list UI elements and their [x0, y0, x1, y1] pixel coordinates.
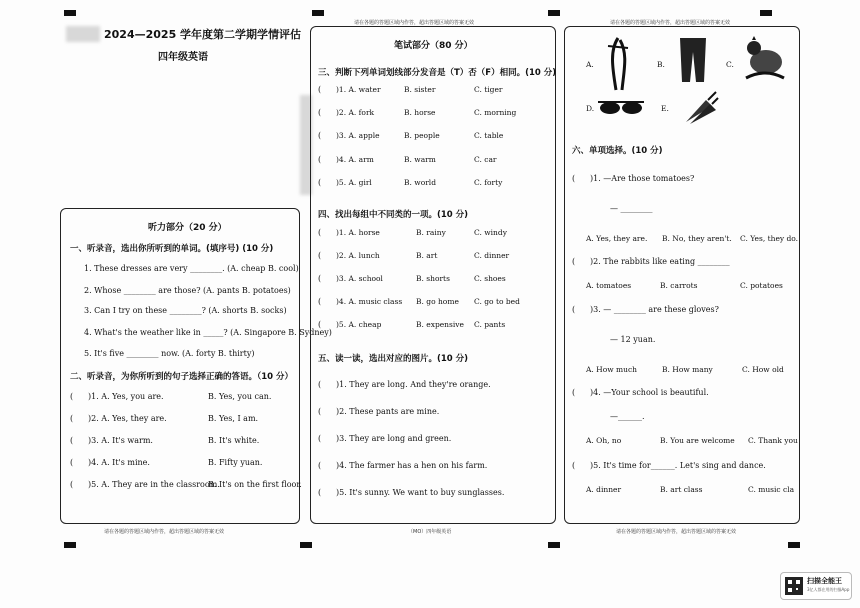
- list-item: )1. They are long. And they're orange.: [336, 380, 491, 389]
- list-item: B. Fifty yuan.: [208, 458, 263, 467]
- part2-title: 二、听录音，为你所听到的句子选择正确的答语。（10 分）: [70, 372, 294, 382]
- answer-bracket[interactable]: (: [318, 131, 322, 140]
- option: A. Yes, they are.: [586, 234, 648, 243]
- list-item: 1. These dresses are very ________. (A. cheap B. cool): [84, 264, 299, 273]
- list-item: )2. A. Yes, they are.: [88, 414, 167, 423]
- option: C. Thank you: [748, 436, 798, 445]
- header-warning: 请在各题的答题区域内作答，超出答题区域的答案无效: [354, 20, 475, 26]
- list-item: 3. Can I try on these ________? (A. shorts B. socks): [84, 306, 287, 315]
- footer-warning: 请在各题的答题区域内作答，超出答题区域的答案无效: [616, 529, 737, 535]
- exam-title: 2024—2025 学年度第二学期学情评估: [104, 28, 302, 41]
- exam-subtitle: 四年级英语: [158, 52, 208, 63]
- answer-bracket[interactable]: (: [318, 488, 322, 497]
- registration-mark: [300, 542, 312, 548]
- registration-mark: [788, 542, 800, 548]
- answer-bracket[interactable]: (: [572, 174, 576, 183]
- option: C. Yes, they do.: [740, 234, 799, 243]
- list-item: )4. A. It's mine.: [88, 458, 150, 467]
- pic-label-a: A.: [586, 60, 594, 69]
- question: )4. —Your school is beautiful.: [590, 388, 709, 397]
- answer-bracket[interactable]: (: [318, 297, 322, 306]
- list-item: C. shoes: [474, 274, 506, 283]
- part1-title: 一、听录音，选出你所听到的单词。(填序号) (10 分): [70, 244, 274, 254]
- list-item: )5. A. They are in the classroom.: [88, 480, 220, 489]
- scanner-tagline: 3亿人都在用的扫描App: [807, 587, 850, 592]
- beans-picture: [600, 36, 636, 94]
- option: A. Oh, no: [586, 436, 622, 445]
- option: B. carrots: [660, 281, 698, 290]
- answer-bracket[interactable]: (: [318, 251, 322, 260]
- list-item: )5. A. cheap: [336, 320, 382, 329]
- option: A. tomatoes: [586, 281, 632, 290]
- list-item: 2. Whose ________ are those? (A. pants B. potatoes): [84, 286, 291, 295]
- answer-bracket[interactable]: (: [318, 178, 322, 187]
- written-heading: 笔试部分（80 分）: [394, 41, 473, 51]
- list-item: B. rainy: [416, 228, 446, 237]
- list-item: B. sister: [404, 85, 436, 94]
- list-item: C. tiger: [474, 85, 503, 94]
- pants-picture: [678, 36, 708, 84]
- list-item: 5. It's five ________ now. (A. forty B. thirty): [84, 349, 255, 358]
- option: B. You are welcome: [660, 436, 735, 445]
- list-item: B. people: [404, 131, 440, 140]
- answer-bracket[interactable]: (: [318, 461, 322, 470]
- answer-bracket[interactable]: (: [572, 461, 576, 470]
- header-warning: 请在各题的答题区域内作答，超出答题区域的答案无效: [610, 20, 731, 26]
- list-item: C. morning: [474, 108, 517, 117]
- list-item: )2. These pants are mine.: [336, 407, 440, 416]
- question: )3. — ________ are these gloves?: [590, 305, 719, 314]
- question-answer: — 12 yuan.: [610, 335, 656, 344]
- pic-label-b: B.: [657, 60, 665, 69]
- list-item: )3. A. apple: [336, 131, 380, 140]
- pic-label-c: C.: [726, 60, 734, 69]
- registration-mark: [548, 10, 560, 16]
- question: )5. It's time for______. Let's sing and dance.: [590, 461, 766, 470]
- list-item: 4. What's the weather like in _____? (A. Singapore B. Sydney): [84, 328, 332, 337]
- list-item: C. table: [474, 131, 504, 140]
- list-item: )4. A. arm: [336, 155, 374, 164]
- registration-mark: [64, 542, 76, 548]
- option: B. No, they aren't.: [662, 234, 732, 243]
- answer-bracket[interactable]: (: [318, 274, 322, 283]
- pic-label-e: E.: [661, 104, 669, 113]
- answer-bracket[interactable]: (: [572, 257, 576, 266]
- list-item: )3. They are long and green.: [336, 434, 452, 443]
- list-item: B. horse: [404, 108, 436, 117]
- list-item: )1. A. Yes, you are.: [88, 392, 164, 401]
- list-item: B. shorts: [416, 274, 450, 283]
- answer-bracket[interactable]: (: [70, 458, 74, 467]
- option: B. art class: [660, 485, 703, 494]
- answer-bracket[interactable]: (: [318, 155, 322, 164]
- list-item: B. world: [404, 178, 436, 187]
- list-item: B. Yes, I am.: [208, 414, 259, 423]
- list-item: C. pants: [474, 320, 506, 329]
- list-item: )5. A. girl: [336, 178, 372, 187]
- answer-bracket[interactable]: (: [70, 414, 74, 423]
- list-item: B. go home: [416, 297, 459, 306]
- list-item: C. dinner: [474, 251, 510, 260]
- footer-warning: 请在各题的答题区域内作答，超出答题区域的答案无效: [104, 529, 225, 535]
- list-item: )3. A. school: [336, 274, 383, 283]
- list-item: )4. A. music class: [336, 297, 403, 306]
- option: A. How much: [586, 365, 638, 374]
- carrots-picture: [680, 90, 720, 126]
- list-item: )4. The farmer has a hen on his farm.: [336, 461, 488, 470]
- answer-bracket[interactable]: (: [318, 108, 322, 117]
- part6-title: 六、单项选择。(10 分): [572, 146, 663, 156]
- answer-bracket[interactable]: (: [572, 305, 576, 314]
- option: C. potatoes: [740, 281, 783, 290]
- registration-mark: [760, 10, 772, 16]
- list-item: C. windy: [474, 228, 507, 237]
- listening-section: [60, 208, 300, 524]
- answer-bracket[interactable]: (: [318, 434, 322, 443]
- answer-bracket[interactable]: (: [70, 392, 74, 401]
- list-item: )5. It's sunny. We want to buy sunglasses.: [336, 488, 505, 497]
- registration-mark: [548, 542, 560, 548]
- list-item: C. forty: [474, 178, 503, 187]
- qr-icon: [785, 577, 803, 595]
- question: )2. The rabbits like eating ________: [590, 257, 730, 266]
- scanner-watermark: [780, 572, 852, 600]
- list-item: C. go to bed: [474, 297, 520, 306]
- list-item: )1. A. water: [336, 85, 381, 94]
- hen-picture: [742, 34, 788, 82]
- list-item: )2. A. fork: [336, 108, 375, 117]
- answer-bracket[interactable]: (: [318, 228, 322, 237]
- answer-bracket[interactable]: (: [318, 85, 322, 94]
- answer-bracket[interactable]: (: [318, 380, 322, 389]
- option: B. How many: [662, 365, 713, 374]
- list-item: B. Yes, you can.: [208, 392, 272, 401]
- question: )1. —Are those tomatoes?: [590, 174, 695, 183]
- question-blank: — ________: [610, 204, 653, 213]
- answer-bracket[interactable]: (: [70, 480, 74, 489]
- option: A. dinner: [586, 485, 622, 494]
- part4-title: 四、找出每组中不同类的一项。(10 分): [318, 210, 469, 220]
- question-blank: —______.: [610, 412, 645, 421]
- registration-mark: [312, 10, 324, 16]
- option: C. music cla: [748, 485, 795, 494]
- list-item: B. warm: [404, 155, 436, 164]
- sunglasses-picture: [596, 98, 646, 118]
- answer-bracket[interactable]: (: [70, 436, 74, 445]
- option: C. How old: [742, 365, 784, 374]
- answer-bracket[interactable]: (: [318, 320, 322, 329]
- list-item: )2. A. lunch: [336, 251, 380, 260]
- listening-heading: 听力部分（20 分）: [148, 223, 227, 233]
- answer-bracket[interactable]: (: [318, 407, 322, 416]
- scanner-logo-text: 扫描全能王: [807, 577, 842, 585]
- pic-label-d: D.: [586, 104, 595, 113]
- part3-title: 三、判断下列单词划线部分发音是（T）否（F）相同。(10 分): [318, 68, 557, 78]
- answer-bracket[interactable]: (: [572, 388, 576, 397]
- list-item: B. It's on the first floor.: [208, 480, 302, 489]
- list-item: C. car: [474, 155, 497, 164]
- footer-page-code: （MO）四年级英语: [408, 529, 452, 535]
- list-item: )3. A. It's warm.: [88, 436, 153, 445]
- registration-mark: [64, 10, 76, 16]
- list-item: )1. A. horse: [336, 228, 380, 237]
- list-item: B. expensive: [416, 320, 464, 329]
- redacted-area: [66, 26, 100, 42]
- list-item: B. It's white.: [208, 436, 260, 445]
- part5-title: 五、读一读，选出对应的图片。(10 分): [318, 354, 469, 364]
- list-item: B. art: [416, 251, 438, 260]
